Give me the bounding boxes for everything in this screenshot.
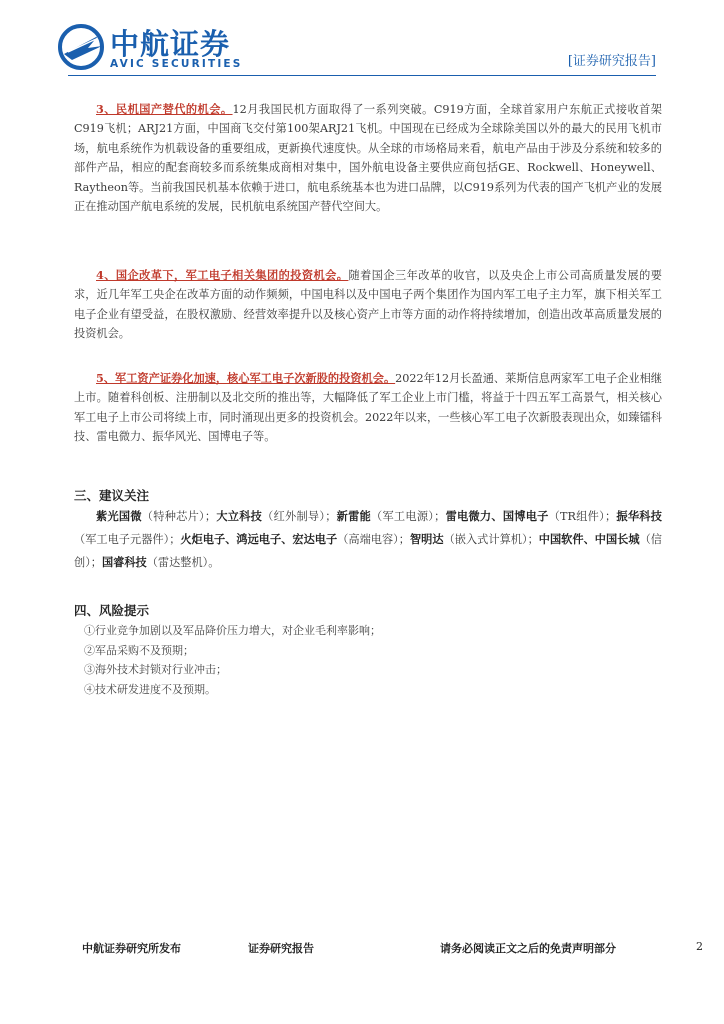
suggestion-desc: （高端电容）； [337, 533, 410, 546]
page-header [58, 22, 658, 82]
suggestion-desc: （军工电子元器件）； [74, 533, 181, 546]
brand-name-en: AVIC SECURITIES [110, 58, 243, 70]
suggestion-name: 大立科技 [216, 509, 263, 523]
suggestion-name: 紫光国微 [96, 509, 142, 523]
suggestion-name: 新雷能 [336, 509, 372, 523]
suggestion-desc: （雷达整机）。 [146, 556, 220, 569]
section-4-text: 随着国企三年改革的收官，以及央企上市公司高质量发展的要求，近几年军工央企在改革方面的动作频频，中国电科以及中国电子两个集团作为国内军工电子主力军，旗下相关军工电子企业有望受益，在股权激励、经营效率提升以及核心资产上市等方面的动作将持续增加，创造出改革高质量发展的投资机会。 [74, 269, 662, 341]
risk-item: ④技术研发进度不及预期。 [84, 682, 216, 696]
footer-doc-type: 证券研究报告 [248, 942, 314, 955]
section-3 [74, 100, 662, 216]
suggestion-desc: （军工电源）； [371, 510, 446, 523]
suggestion-name: 智明达 [409, 532, 444, 546]
suggestion-name: 振华科技 [616, 509, 662, 523]
footer-disclaimer: 请务必阅读正文之后的免责声明部分 [440, 942, 616, 955]
suggestion-desc: （嵌入式计算机）； [443, 533, 539, 546]
risks-list [84, 621, 381, 699]
avic-logo-icon [58, 24, 104, 70]
suggestions-title: 三、建议关注 [74, 488, 150, 503]
suggestion-desc: （红外制导）； [262, 510, 337, 523]
suggestion-desc: （信创）； [74, 533, 662, 569]
suggestion-desc: （特种芯片）； [141, 510, 217, 523]
suggestions-list [74, 505, 662, 574]
suggestion-name: 中国软件、中国长城 [538, 532, 640, 546]
risk-item: ②军品采购不及预期； [84, 643, 194, 657]
section-3-heading: 3、民机国产替代的机会。 [96, 102, 233, 116]
risks-title: 四、风险提示 [74, 603, 150, 618]
suggestion-name: 国睿科技 [101, 555, 147, 569]
report-type-tag: [证券研究报告] [567, 54, 656, 69]
risk-item: ③海外技术封锁对行业冲击； [84, 663, 227, 676]
suggestion-name: 雷电微力、国博电子 [445, 509, 549, 523]
header-divider [68, 75, 656, 76]
section-4 [74, 266, 662, 344]
risk-item: ①行业竞争加剧以及军品降价压力增大，对企业毛利率影响； [84, 624, 381, 637]
page-number: 2 [696, 940, 703, 953]
section-5-heading: 5、军工资产证券化加速，核心军工电子次新股的投资机会。 [96, 371, 396, 385]
section-3-text: 12月我国民机方面取得了一系列突破。C919方面，全球首家用户东航正式接收首架C919飞机；ARJ21方面，中国商飞交付第100架ARJ21飞机。中国现在已经成为全球除美国以外的最大的民用飞机市场，航电系统作为机载设备的重要组成，更新换代速度快。从全球的市场格局来看，航电产品由于涉及分系统和较多的部件产品，相应的配套商较多而系统集成商相对集中，国外航电设备主要供应商包括GE、Rockwell、Honeywell、Raytheon等。当前我国民机基本依赖于进口，航电系统基本也为进口品牌，以C919系列为代表的国产飞机产业的发展正在推动国产航电系统的发展，民机航电系统国产替代空间大。 [74, 103, 662, 214]
section-4-heading: 4、国企改革下，军工电子相关集团的投资机会。 [96, 268, 349, 282]
suggestion-name: 火炬电子、鸿远电子、宏达电子 [180, 532, 338, 546]
section-5-text: 2022年12月长盈通、莱斯信息两家军工电子企业相继上市。随着科创板、注册制以及北交所的推出等，大幅降低了军工企业上市门槛，将益于十四五军工高景气，相关核心军工电子上市公司将续上市，同时涌现出更多的投资机会。2022年以来，一些核心军工电子次新股表现出众，如臻镭科技、雷电微力、振华风光、国博电子等。 [74, 372, 662, 444]
suggestion-desc: （TR组件）； [548, 510, 617, 523]
section-5 [74, 369, 662, 447]
footer-publisher: 中航证券研究所发布 [82, 942, 181, 955]
brand-name-cn: 中航证券 [110, 27, 231, 61]
